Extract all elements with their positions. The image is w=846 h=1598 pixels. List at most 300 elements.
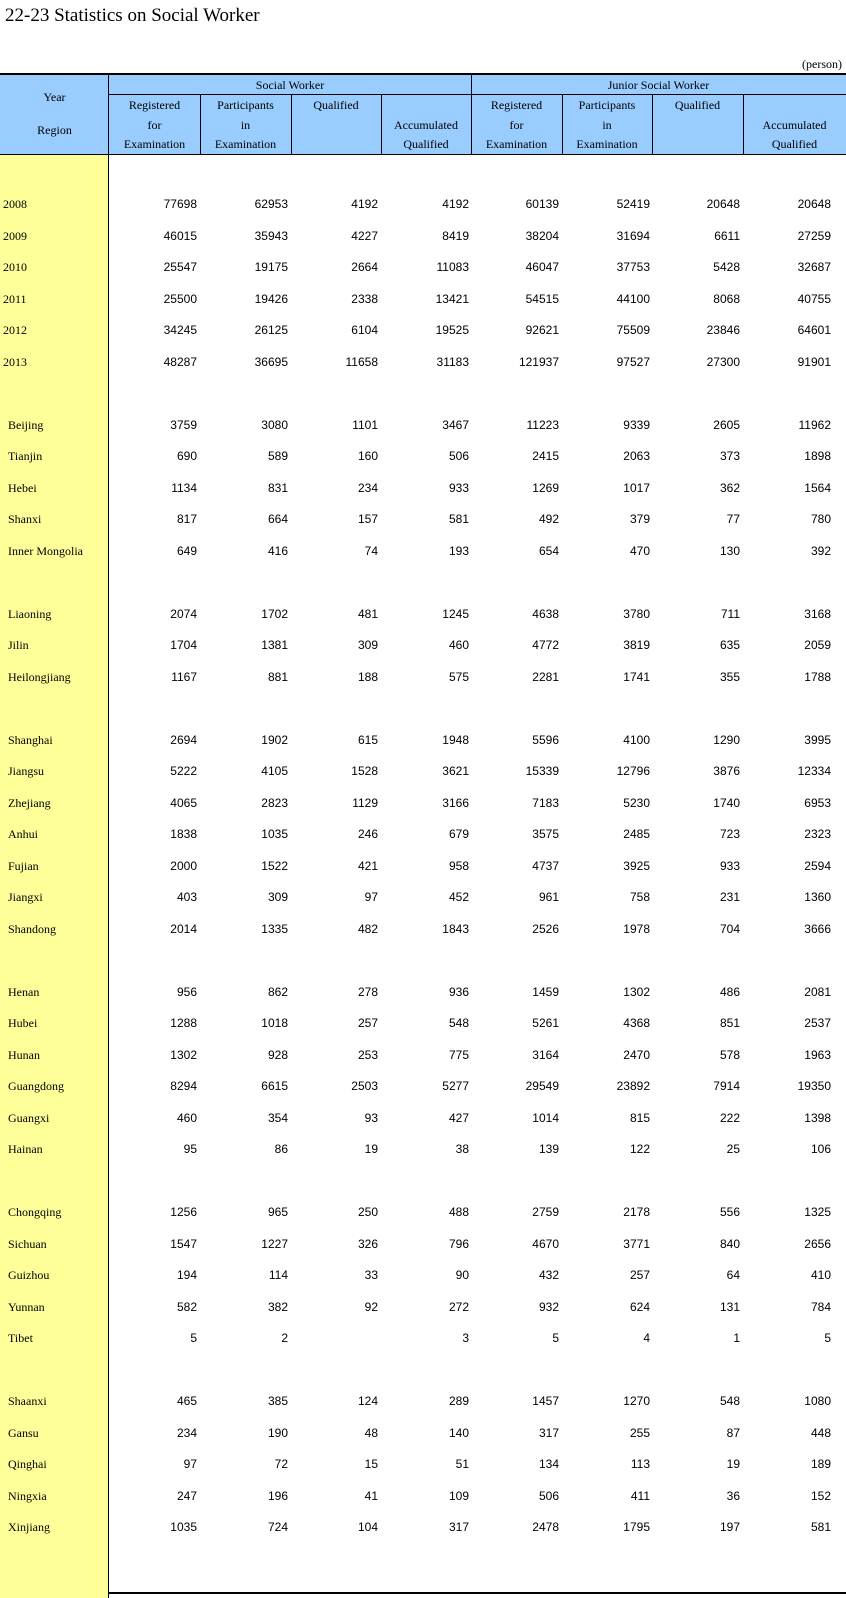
cell-value: 486: [719, 984, 740, 999]
cell-value: 416: [267, 543, 288, 558]
row-label: Jiangxi: [8, 890, 43, 904]
cell-value: 933: [719, 858, 740, 873]
header-col-7-line-2: Qualified: [771, 137, 818, 151]
cell-value: 928: [267, 1047, 288, 1062]
cell-value: 724: [267, 1520, 288, 1534]
cell-value: 851: [719, 1016, 740, 1030]
table-row: [0, 535, 846, 567]
cell-value: 1101: [352, 417, 378, 432]
cell-value: 2605: [713, 417, 740, 432]
cell-value: 2594: [804, 858, 831, 873]
cell-value: 4192: [442, 197, 469, 211]
cell-value: 354: [267, 1110, 288, 1125]
row-label: Henan: [8, 984, 40, 999]
header-col-7-line-1: Accumulated: [762, 117, 827, 132]
cell-value: 3467: [442, 417, 469, 432]
header-region: Region: [37, 123, 72, 137]
cell-value: 589: [267, 449, 288, 463]
cell-value: 1902: [261, 732, 288, 747]
cell-value: 427: [448, 1110, 469, 1125]
table-row: [0, 1007, 846, 1039]
header-column-divider: [652, 94, 653, 155]
row-label: Hunan: [8, 1047, 40, 1062]
cell-value: 5: [552, 1331, 559, 1345]
cell-value: 1522: [261, 858, 288, 873]
cell-value: 97: [183, 1457, 197, 1471]
cell-value: 309: [357, 638, 378, 652]
cell-value: 257: [629, 1268, 650, 1282]
row-label: Shaanxi: [8, 1394, 47, 1408]
cell-value: 48287: [163, 354, 197, 369]
cell-value: 1838: [170, 827, 197, 841]
cell-value: 556: [719, 1205, 740, 1219]
table-row: [0, 440, 846, 472]
cell-value: 2063: [623, 449, 650, 463]
cell-value: 432: [538, 1268, 559, 1282]
cell-value: 38: [455, 1142, 469, 1156]
cell-value: 122: [629, 1142, 650, 1156]
cell-value: 488: [448, 1205, 469, 1219]
table-row: [0, 661, 846, 693]
row-label: Shandong: [8, 921, 56, 936]
cell-value: 157: [357, 512, 378, 526]
cell-value: 1335: [261, 921, 288, 936]
cell-value: 3080: [261, 417, 288, 432]
cell-value: 190: [267, 1425, 288, 1440]
cell-value: 3876: [713, 764, 740, 778]
cell-value: 197: [719, 1520, 740, 1534]
cell-value: 932: [538, 1299, 559, 1314]
table-row: [0, 1511, 846, 1543]
cell-value: 1963: [804, 1047, 831, 1062]
cell-value: 2415: [532, 449, 559, 463]
cell-value: 2537: [804, 1016, 831, 1030]
cell-value: 582: [176, 1299, 197, 1314]
cell-value: 95: [183, 1142, 197, 1156]
cell-value: 1325: [804, 1205, 831, 1219]
cell-value: 5428: [713, 260, 740, 274]
cell-value: 460: [176, 1110, 197, 1125]
cell-value: 1843: [442, 921, 469, 936]
cell-value: 189: [810, 1457, 831, 1471]
cell-value: 654: [538, 543, 559, 558]
cell-value: 326: [357, 1236, 378, 1251]
cell-value: 723: [719, 827, 740, 841]
cell-value: 4100: [623, 732, 650, 747]
cell-value: 548: [719, 1394, 740, 1408]
cell-value: 74: [364, 543, 378, 558]
cell-value: 6611: [714, 228, 740, 243]
cell-value: 1398: [804, 1110, 831, 1125]
cell-value: 3666: [804, 921, 831, 936]
cell-value: 23892: [616, 1079, 650, 1093]
cell-value: 2526: [532, 921, 559, 936]
cell-value: 193: [448, 543, 469, 558]
cell-value: 4105: [261, 764, 288, 778]
cell-value: 4737: [532, 858, 559, 873]
table-row: [0, 881, 846, 913]
table-row: [0, 314, 846, 346]
row-label: Fujian: [8, 858, 39, 873]
cell-value: 3: [462, 1331, 469, 1345]
row-label: Jilin: [8, 638, 29, 652]
cell-value: 711: [720, 606, 740, 621]
row-label: Beijing: [8, 417, 44, 432]
cell-value: 784: [810, 1299, 831, 1314]
cell-value: 19350: [797, 1079, 831, 1093]
cell-value: 2014: [170, 921, 197, 936]
cell-value: 253: [357, 1047, 378, 1062]
cell-value: 15339: [525, 764, 559, 778]
row-label: 2008: [3, 197, 27, 211]
row-label: Tibet: [8, 1331, 33, 1345]
cell-value: 255: [629, 1425, 650, 1440]
cell-value: 1129: [352, 795, 378, 810]
cell-value: 317: [448, 1520, 469, 1534]
cell-value: 113: [630, 1457, 650, 1471]
table-row: [0, 818, 846, 850]
cell-value: 64601: [797, 323, 831, 337]
cell-value: 956: [176, 984, 197, 999]
cell-value: 2485: [623, 827, 650, 841]
cell-value: 4192: [351, 197, 378, 211]
cell-value: 3925: [623, 858, 650, 873]
cell-value: 1035: [261, 827, 288, 841]
cell-value: 548: [448, 1016, 469, 1030]
cell-value: 2823: [261, 795, 288, 810]
cell-value: 60139: [525, 197, 559, 211]
cell-value: 152: [810, 1488, 831, 1503]
cell-value: 3819: [623, 638, 650, 652]
header-year: Year: [43, 90, 66, 104]
cell-value: 581: [810, 1520, 831, 1534]
cell-value: 4772: [532, 638, 559, 652]
row-label: Gansu: [8, 1425, 39, 1440]
cell-value: 130: [719, 543, 740, 558]
cell-value: 91901: [797, 354, 831, 369]
table-row: [0, 755, 846, 787]
table-row: [0, 850, 846, 882]
cell-value: 48: [364, 1425, 378, 1440]
cell-value: 196: [267, 1488, 288, 1503]
cell-value: 289: [448, 1394, 469, 1408]
table-row: [0, 1417, 846, 1449]
cell-value: 1302: [170, 1047, 197, 1062]
header-column-divider: [562, 94, 563, 155]
cell-value: 1528: [351, 764, 378, 778]
row-label: Inner Mongolia: [8, 543, 83, 558]
table-row: [0, 976, 846, 1008]
header-col-0-line-0: Registered: [128, 98, 181, 112]
row-label: Guangdong: [8, 1079, 64, 1093]
cell-value: 704: [719, 921, 740, 936]
cell-value: 64: [726, 1268, 740, 1282]
cell-value: 1017: [623, 480, 650, 495]
cell-value: 54515: [525, 291, 559, 306]
cell-value: 124: [357, 1394, 378, 1408]
cell-value: 506: [538, 1488, 559, 1503]
cell-value: 6104: [351, 323, 378, 337]
cell-value: 8294: [170, 1079, 197, 1093]
cell-value: 1270: [623, 1394, 650, 1408]
cell-value: 19175: [254, 260, 288, 274]
cell-value: 1381: [261, 638, 288, 652]
cell-value: 250: [357, 1205, 378, 1219]
table-row: [0, 1448, 846, 1480]
cell-value: 114: [268, 1268, 288, 1282]
cell-value: 379: [629, 512, 650, 526]
cell-value: 2059: [804, 638, 831, 652]
cell-value: 5277: [442, 1079, 469, 1093]
cell-value: 234: [357, 480, 378, 495]
cell-value: 9339: [623, 417, 650, 432]
table-row: [0, 1385, 846, 1417]
table-row: [0, 1291, 846, 1323]
cell-value: 31183: [436, 354, 469, 369]
cell-value: 4227: [351, 228, 378, 243]
cell-value: 19525: [435, 323, 469, 337]
row-label: Hainan: [8, 1142, 43, 1156]
row-label: 2009: [3, 228, 27, 243]
cell-value: 1302: [623, 984, 650, 999]
cell-value: 4: [643, 1331, 650, 1345]
cell-value: 1227: [261, 1236, 288, 1251]
cell-value: 5261: [532, 1016, 559, 1030]
cell-value: 1035: [170, 1520, 197, 1534]
header-label-divider: [108, 75, 109, 155]
cell-value: 3166: [442, 795, 469, 810]
cell-value: 392: [810, 543, 831, 558]
cell-value: 881: [267, 669, 288, 684]
cell-value: 32687: [797, 260, 831, 274]
cell-value: 93: [364, 1110, 378, 1125]
cell-value: 5230: [623, 795, 650, 810]
cell-value: 92: [364, 1299, 378, 1314]
header-col-6-line-0: Qualified: [674, 98, 721, 112]
cell-value: 25: [726, 1142, 740, 1156]
cell-value: 104: [357, 1520, 378, 1534]
row-label: Heilongjiang: [8, 669, 71, 684]
row-label: Hebei: [8, 480, 37, 495]
cell-value: 134: [538, 1457, 559, 1471]
row-label: 2011: [3, 291, 27, 306]
cell-value: 97527: [616, 354, 650, 369]
statistics-table: [0, 73, 846, 1594]
cell-value: 2281: [532, 669, 559, 684]
cell-value: 222: [719, 1110, 740, 1125]
cell-value: 679: [448, 827, 469, 841]
row-label: Zhejiang: [8, 795, 51, 810]
cell-value: 1288: [170, 1016, 197, 1030]
cell-value: 373: [719, 449, 740, 463]
cell-value: 1564: [804, 480, 831, 495]
table-row: [0, 409, 846, 441]
cell-value: 578: [719, 1047, 740, 1062]
cell-value: 1898: [804, 449, 831, 463]
table-row: [0, 251, 846, 283]
cell-value: 1741: [623, 669, 650, 684]
cell-value: 2074: [170, 606, 197, 621]
cell-value: 19426: [254, 291, 288, 306]
table-row: [0, 913, 846, 945]
row-label: 2013: [3, 354, 27, 369]
cell-value: 38204: [525, 228, 559, 243]
table-row: [0, 629, 846, 661]
cell-value: 109: [448, 1488, 469, 1503]
table-row: [0, 472, 846, 504]
table-row: [0, 1322, 846, 1354]
cell-value: 410: [810, 1268, 831, 1282]
cell-value: 1018: [261, 1016, 288, 1030]
cell-value: 403: [176, 890, 197, 904]
cell-value: 34245: [163, 323, 197, 337]
cell-value: 470: [629, 543, 650, 558]
row-label: Tianjin: [8, 449, 43, 463]
row-label: Yunnan: [8, 1299, 45, 1314]
cell-value: 1547: [170, 1236, 197, 1251]
cell-value: 780: [810, 512, 831, 526]
cell-value: 11223: [526, 417, 559, 432]
cell-value: 3995: [804, 732, 831, 747]
header-col-3-line-1: Accumulated: [394, 117, 458, 132]
header-col-1-line-0: Participants: [217, 98, 274, 112]
row-label: Qinghai: [8, 1457, 47, 1471]
cell-value: 51: [455, 1457, 469, 1471]
cell-value: 46047: [525, 260, 559, 274]
cell-value: 11962: [798, 417, 831, 432]
header-column-divider: [291, 94, 292, 155]
header-col-4-line-2: Examination: [485, 137, 548, 151]
table-row: [0, 1039, 846, 1071]
cell-value: 37753: [616, 260, 650, 274]
cell-value: 72: [274, 1457, 288, 1471]
table-row: [0, 1480, 846, 1512]
cell-value: 2664: [351, 260, 378, 274]
header-col-5-line-2: Examination: [576, 137, 638, 151]
header-social-worker: Social Worker: [255, 78, 325, 92]
cell-value: 635: [719, 638, 740, 652]
cell-value: 1459: [532, 984, 559, 999]
cell-value: 460: [448, 638, 469, 652]
cell-value: 690: [176, 449, 197, 463]
row-label: Shanxi: [8, 512, 42, 526]
table-row: [0, 1070, 846, 1102]
cell-value: 664: [267, 512, 288, 526]
cell-value: 1: [733, 1331, 740, 1345]
table-row: [0, 1133, 846, 1165]
table-row: [0, 188, 846, 220]
header-col-5-line-1: in: [602, 117, 612, 132]
cell-value: 13421: [435, 291, 469, 306]
cell-value: 272: [448, 1299, 469, 1314]
cell-value: 36695: [254, 354, 288, 369]
row-label: 2012: [3, 323, 27, 337]
cell-value: 257: [357, 1016, 378, 1030]
cell-value: 482: [357, 921, 378, 936]
cell-value: 26125: [254, 323, 288, 337]
cell-value: 2656: [804, 1236, 831, 1251]
cell-value: 1080: [804, 1394, 831, 1408]
cell-value: 448: [810, 1425, 831, 1440]
cell-value: 421: [357, 858, 378, 873]
cell-value: 27259: [797, 228, 831, 243]
cell-value: 19: [726, 1457, 740, 1471]
cell-value: 2178: [623, 1205, 650, 1219]
cell-value: 481: [357, 606, 378, 621]
cell-value: 840: [719, 1236, 740, 1251]
table-row: [0, 346, 846, 378]
cell-value: 624: [629, 1299, 650, 1314]
cell-value: 2503: [351, 1079, 378, 1093]
table-row: [0, 787, 846, 819]
cell-value: 2081: [804, 984, 831, 999]
cell-value: 1704: [170, 638, 197, 652]
cell-value: 246: [357, 827, 378, 841]
cell-value: 139: [538, 1142, 559, 1156]
cell-value: 121937: [518, 354, 559, 369]
cell-value: 36: [726, 1488, 740, 1503]
cell-value: 25500: [163, 291, 197, 306]
cell-value: 2470: [623, 1047, 650, 1062]
header-col-0-line-2: Examination: [123, 137, 186, 151]
cell-value: 465: [176, 1394, 197, 1408]
cell-value: 20648: [706, 197, 740, 211]
cell-value: 862: [267, 984, 288, 999]
cell-value: 33: [364, 1268, 378, 1282]
row-label: 2010: [3, 260, 27, 274]
cell-value: 75509: [616, 323, 650, 337]
cell-value: 1360: [804, 890, 831, 904]
table-row: [0, 1228, 846, 1260]
header-col-0-line-1: for: [147, 117, 162, 132]
cell-value: 194: [176, 1268, 197, 1282]
cell-value: 31694: [616, 228, 650, 243]
cell-value: 160: [357, 449, 378, 463]
cell-value: 7914: [713, 1079, 740, 1093]
cell-value: 958: [448, 858, 469, 873]
cell-value: 4368: [623, 1016, 650, 1030]
cell-value: 3164: [532, 1047, 559, 1062]
header-junior-social-worker: Junior Social Worker: [607, 78, 710, 92]
cell-value: 29549: [525, 1079, 559, 1093]
cell-value: 6615: [261, 1079, 288, 1093]
cell-value: 3168: [804, 606, 831, 621]
cell-value: 796: [448, 1236, 469, 1251]
cell-value: 35943: [254, 228, 288, 243]
cell-value: 5: [824, 1331, 831, 1345]
cell-value: 106: [810, 1142, 831, 1156]
cell-value: 1014: [532, 1110, 559, 1125]
cell-value: 355: [719, 669, 740, 684]
header-column-divider: [200, 94, 201, 155]
cell-value: 933: [448, 480, 469, 495]
row-label: Guizhou: [8, 1268, 50, 1282]
cell-value: 1795: [623, 1520, 650, 1534]
header-col-5-line-0: Participants: [578, 98, 636, 112]
cell-value: 1702: [261, 606, 288, 621]
cell-value: 8419: [442, 228, 469, 243]
cell-value: 2338: [351, 291, 378, 306]
cell-value: 87: [726, 1425, 740, 1440]
cell-value: 8068: [713, 291, 740, 306]
header-column-divider: [743, 94, 744, 155]
cell-value: 452: [448, 890, 469, 904]
cell-value: 615: [357, 732, 378, 747]
cell-value: 140: [448, 1425, 469, 1440]
cell-value: 1457: [532, 1394, 559, 1408]
cell-value: 11658: [345, 354, 378, 369]
cell-value: 965: [267, 1205, 288, 1219]
